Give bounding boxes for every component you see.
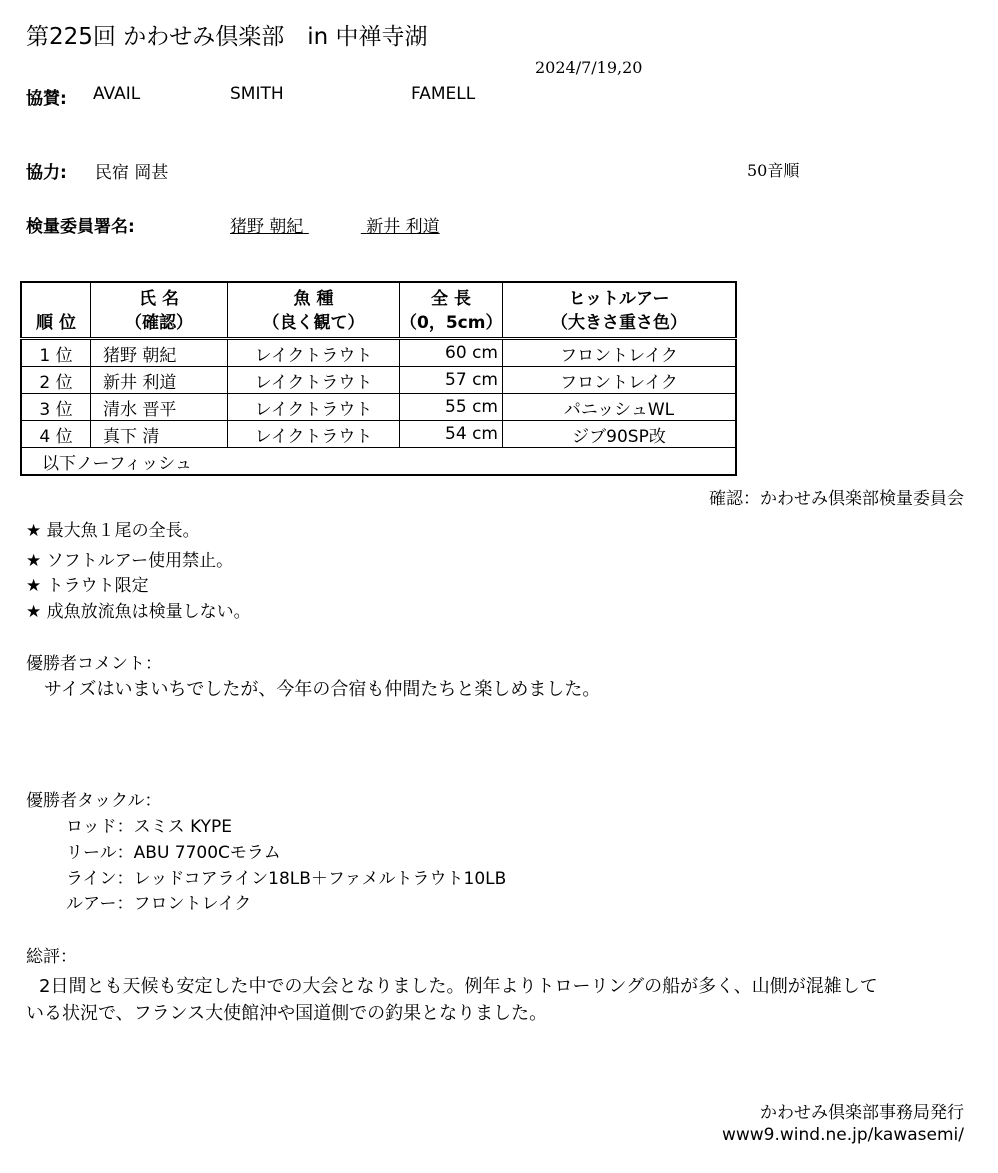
rank-cell: 2 位	[21, 367, 91, 394]
review-text: 2日間とも天候も安定した中での大会となりました。例年よりトローリングの船が多く、山側が混雑して	[39, 976, 878, 997]
cooperation-value: 民宿 岡甚	[95, 163, 169, 183]
winner-comment-text: サイズはいまいちでしたが、今年の合宿も仲間たちと楽しめました。	[44, 679, 601, 700]
name-cell: 新井 利道	[91, 367, 228, 394]
tackle-item: リール：ABU 7700Cモラム	[66, 843, 281, 863]
review-text-continued: いる状況で、フランス大使館沖や国道側での釣果となりました。	[26, 1003, 548, 1024]
inspector-name: 猪野 朝紀	[230, 217, 304, 237]
results-table	[20, 281, 737, 476]
lure-cell: フロントレイク	[503, 339, 737, 367]
winner-comment-label: 優勝者コメント：	[26, 654, 162, 674]
table-row	[21, 421, 736, 448]
table-row	[21, 339, 736, 367]
rule-item: ★ 最大魚１尾の全長。	[26, 521, 200, 541]
name-cell: 真下 清	[91, 421, 228, 448]
lure-cell: ジブ90SP改	[503, 421, 737, 448]
species-cell: レイクトラウト	[228, 421, 400, 448]
tackle-item: ロッド：スミス KYPE	[66, 817, 232, 837]
inspectors-label: 検量委員署名:	[26, 217, 135, 237]
sponsor-name: AVAIL	[93, 84, 141, 104]
sponsor-name: FAMELL	[411, 84, 476, 104]
rank-cell: 1 位	[21, 339, 91, 367]
length-cell: 57 cm	[400, 367, 503, 394]
header-lure: ヒットルアー （大きさ重さ色）	[503, 282, 737, 339]
length-cell: 60 cm	[400, 339, 503, 367]
rank-cell: 4 位	[21, 421, 91, 448]
length-cell: 55 cm	[400, 394, 503, 421]
name-cell: 猪野 朝紀	[91, 339, 228, 367]
page-title: 第225回 かわせみ倶楽部 in 中禅寺湖	[26, 24, 428, 50]
rule-item: ★ トラウト限定	[26, 576, 149, 596]
confirmation-note: 確認：かわせみ倶楽部検量委員会	[709, 489, 964, 509]
header-name: 氏 名 （確認）	[91, 282, 228, 339]
review-label: 総評：	[26, 947, 77, 967]
tackle-item: ルアー：フロントレイク	[66, 894, 252, 914]
tackle-item: ライン：レッドコアライン18LB＋ファメルトラウト10LB	[66, 869, 507, 889]
inspector-name: 新井 利道	[366, 217, 440, 237]
table-footer-row	[21, 448, 736, 476]
length-cell: 54 cm	[400, 421, 503, 448]
lure-cell: フロントレイク	[503, 367, 737, 394]
cooperation-label: 協力:	[26, 163, 67, 183]
publisher: かわせみ倶楽部事務局発行	[760, 1103, 964, 1123]
event-date: 2024/7/19,20	[535, 58, 643, 77]
rule-item: ★ ソフトルアー使用禁止。	[26, 551, 234, 571]
order-note: 50音順	[747, 161, 800, 180]
table-row	[21, 367, 736, 394]
header-species: 魚 種 （良く観て）	[228, 282, 400, 339]
table-header-row	[21, 282, 736, 339]
header-length: 全 長 （0，5cm）	[400, 282, 503, 339]
rank-cell: 3 位	[21, 394, 91, 421]
species-cell: レイクトラウト	[228, 367, 400, 394]
sponsors-label: 協賛:	[26, 89, 67, 109]
lure-cell: パニッシュWL	[503, 394, 737, 421]
inspectors-signatures	[230, 212, 493, 237]
winner-tackle-label: 優勝者タックル：	[26, 791, 162, 811]
species-cell: レイクトラウト	[228, 339, 400, 367]
species-cell: レイクトラウト	[228, 394, 400, 421]
header-rank: 順 位	[21, 282, 91, 339]
sponsor-name: SMITH	[230, 84, 284, 104]
no-fish-note: 以下ノーフィッシュ	[21, 448, 736, 476]
name-cell: 清水 晋平	[91, 394, 228, 421]
website-url[interactable]: www9.wind.ne.jp/kawasemi/	[721, 1125, 964, 1145]
table-row	[21, 394, 736, 421]
rule-item: ★ 成魚放流魚は検量しない。	[26, 602, 251, 622]
